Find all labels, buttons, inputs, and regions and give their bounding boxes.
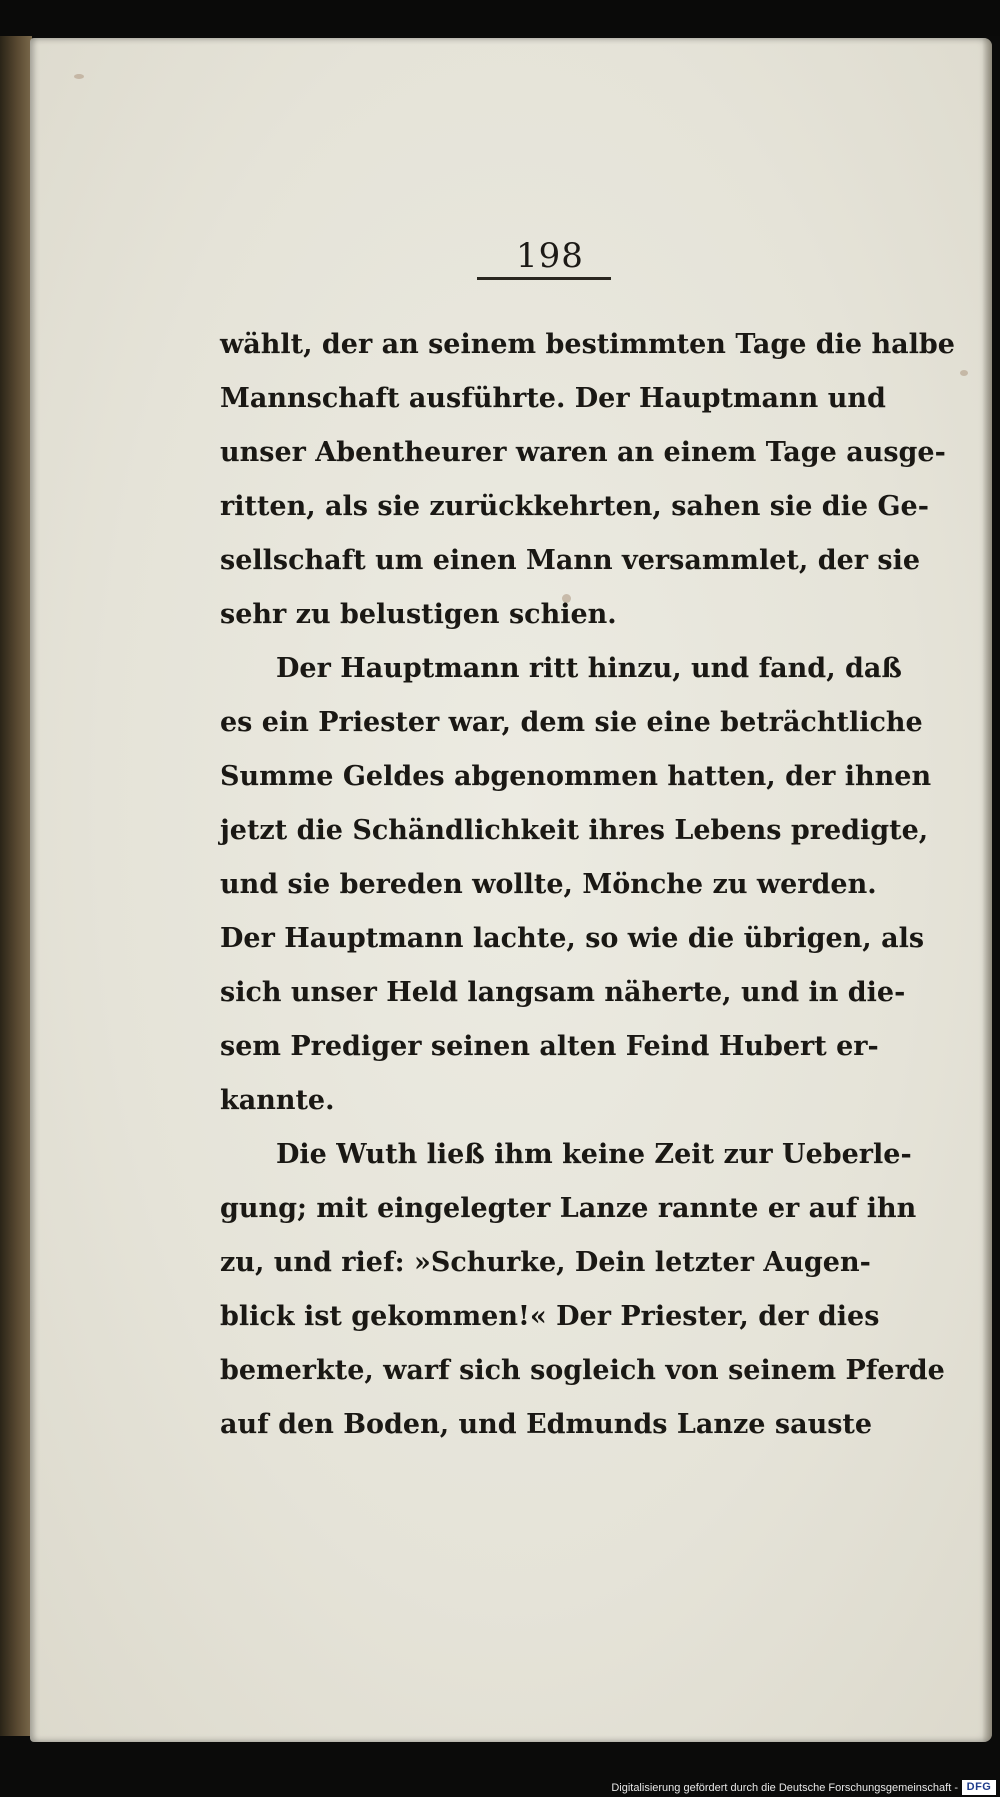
text-line: sellschaft um einen Mann versammlet, der sie [220, 545, 921, 576]
paper-speck [960, 370, 968, 376]
text-line: Die Wuth ließ ihm keine Zeit zur Ueberle- [276, 1139, 912, 1170]
body-text [220, 318, 955, 1452]
text-line: wählt, der an seinem bestimmten Tage die halbe [220, 329, 955, 360]
text-line: Summe Geldes abgenommen hatten, der ihnen [220, 761, 932, 792]
digitization-credit: Digitalisierung gefördert durch die Deutsche Forschungsgemeinschaft - [611, 1782, 958, 1794]
text-line: sich unser Held langsam näherte, und in die- [220, 977, 906, 1008]
text-line: es ein Priester war, dem sie eine beträchtliche [220, 707, 923, 738]
text-line: kannte. [220, 1085, 335, 1116]
text-line: und sie bereden wollte, Mönche zu werden. [220, 869, 877, 900]
text-line: bemerkte, warf sich sogleich von seinem Pferde [220, 1355, 945, 1386]
dfg-logo: DFG [962, 1780, 996, 1795]
top-border [0, 0, 1000, 36]
paper-speck [74, 74, 84, 79]
text-line: Der Hauptmann lachte, so wie die übrigen, als [220, 923, 925, 954]
page-number-rule [477, 277, 611, 280]
page-edge-shadow [982, 38, 992, 1742]
text-line: unser Abentheurer waren an einem Tage ausge- [220, 437, 946, 468]
text-line: ritten, als sie zurückkehrten, sahen sie die Ge- [220, 491, 929, 522]
text-line: zu, und rief: »Schurke, Dein letzter Augen- [220, 1247, 871, 1278]
text-line: auf den Boden, und Edmunds Lanze sauste [220, 1409, 873, 1440]
text-line: blick ist gekommen!« Der Priester, der dies [220, 1301, 880, 1332]
text-line: jetzt die Schändlichkeit ihres Lebens predigte, [220, 815, 929, 846]
text-line: gung; mit eingelegter Lanze rannte er auf ihn [220, 1193, 917, 1224]
text-line: Mannschaft ausführte. Der Hauptmann und [220, 383, 886, 414]
text-line: sehr zu belustigen schien. [220, 599, 617, 630]
page-number: 198 [516, 236, 584, 276]
text-line: Der Hauptmann ritt hinzu, und fand, daß [276, 653, 902, 684]
text-line: sem Prediger seinen alten Feind Hubert er- [220, 1031, 879, 1062]
book-spine-edge [0, 36, 32, 1736]
